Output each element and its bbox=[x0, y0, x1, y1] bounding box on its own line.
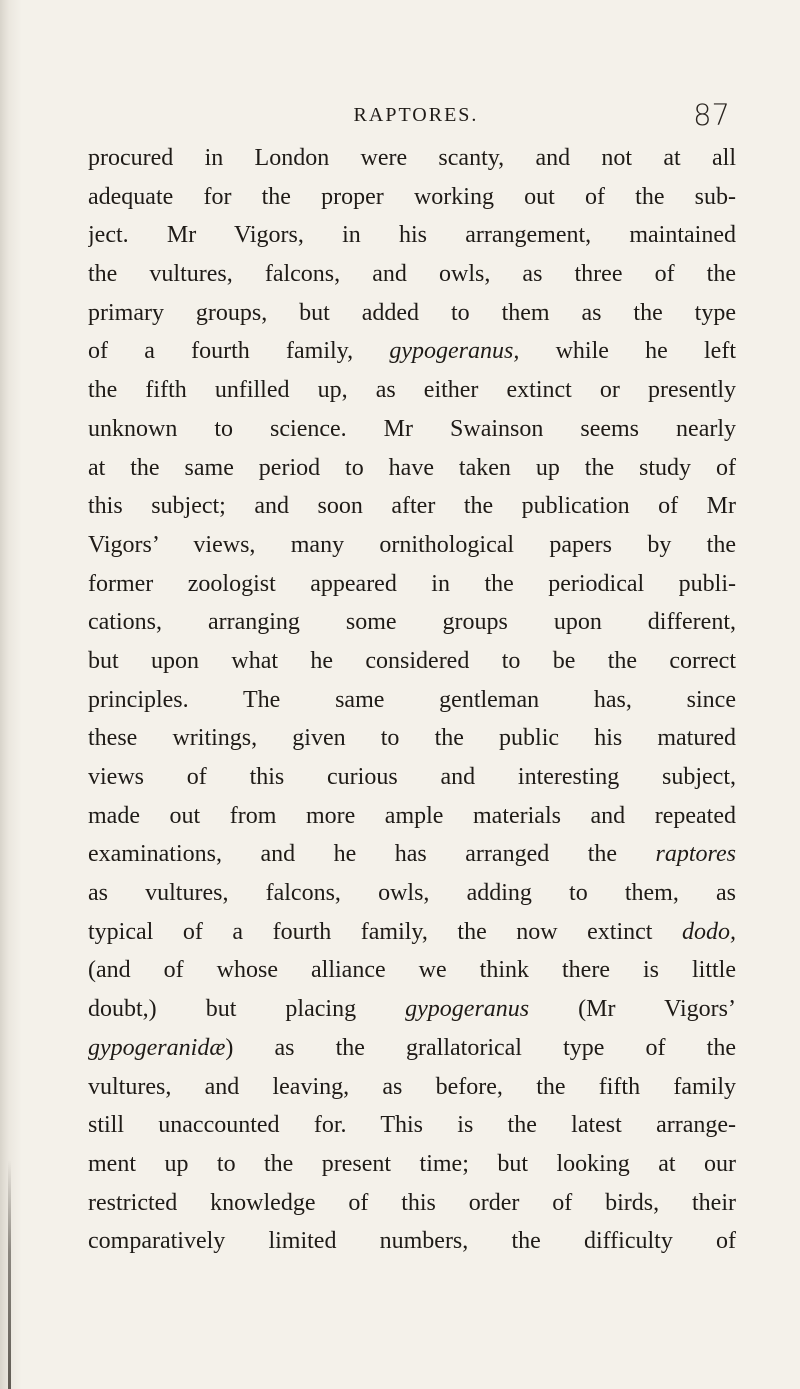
italic-term: gypogeranus bbox=[405, 996, 530, 1023]
text-line bbox=[88, 913, 736, 952]
text-segment: while he left bbox=[519, 338, 736, 365]
text-line bbox=[88, 681, 736, 720]
text-segment: examinations, and he has arranged the bbox=[88, 841, 656, 868]
text-segment: of a fourth family, bbox=[88, 338, 390, 365]
text-segment: cations, arranging some groups upon different, bbox=[88, 609, 736, 636]
text-segment: views of this curious and interesting subject, bbox=[88, 764, 736, 790]
text-line bbox=[88, 951, 736, 990]
text-line bbox=[88, 216, 736, 255]
text-segment: primary groups, but added to them as the type bbox=[88, 299, 736, 326]
text-line bbox=[88, 1222, 736, 1261]
text-segment: but upon what he considered to be the correct bbox=[88, 647, 736, 674]
text-segment: unknown to science. Mr Swainson seems nearly bbox=[88, 415, 736, 442]
text-segment: this subject; and soon after the publication of Mr bbox=[88, 493, 736, 520]
text-segment: (Mr Vigors’ bbox=[529, 996, 736, 1023]
text-segment: doubt,) but placing bbox=[88, 996, 406, 1023]
running-head bbox=[88, 98, 730, 138]
text-segment: the vultures, falcons, and owls, as three of the bbox=[88, 261, 736, 288]
text-segment: restricted knowledge of this order of birds, their bbox=[88, 1189, 736, 1216]
text-line bbox=[88, 835, 736, 874]
text-line bbox=[88, 642, 736, 681]
text-line bbox=[88, 487, 736, 526]
text-segment: (and of whose alliance we think there is little bbox=[88, 957, 736, 984]
text-line bbox=[88, 255, 736, 294]
text-line bbox=[88, 449, 736, 488]
text-segment: adequate for the proper working out of the sub- bbox=[88, 183, 736, 210]
body-text bbox=[88, 139, 736, 1261]
italic-term: raptores bbox=[655, 841, 736, 868]
text-line bbox=[88, 990, 736, 1029]
text-line bbox=[88, 139, 736, 178]
text-line bbox=[88, 1184, 736, 1223]
running-title: RAPTORES. bbox=[353, 104, 479, 126]
text-line bbox=[88, 797, 736, 836]
page-number: 87 bbox=[693, 98, 730, 132]
italic-term: gypogeranidæ bbox=[88, 1034, 226, 1061]
text-segment: at the same period to have taken up the study of bbox=[88, 454, 736, 481]
text-line bbox=[88, 526, 736, 565]
text-segment: typical of a fourth family, the now extinct bbox=[88, 918, 682, 945]
text-segment: vultures, and leaving, as before, the fifth family bbox=[88, 1073, 736, 1100]
text-line bbox=[88, 1029, 736, 1068]
text-line bbox=[88, 178, 736, 217]
text-segment: ject. Mr Vigors, in his arrangement, maintained bbox=[88, 222, 736, 249]
italic-term: dodo, bbox=[682, 918, 736, 945]
text-line bbox=[88, 332, 736, 371]
text-segment: made out from more ample materials and repeated bbox=[88, 802, 736, 829]
text-segment: comparatively limited numbers, the difficulty of bbox=[88, 1228, 736, 1255]
text-segment: these writings, given to the public his matured bbox=[88, 725, 736, 752]
text-line bbox=[88, 294, 736, 333]
text-line bbox=[88, 1068, 736, 1107]
text-segment: principles. The same gentleman has, since bbox=[88, 686, 736, 713]
text-segment: Vigors’ views, many ornithological papers by the bbox=[88, 531, 736, 558]
text-line bbox=[88, 719, 736, 758]
text-line bbox=[88, 371, 736, 410]
text-segment: ) as the grallatorical type of the bbox=[225, 1034, 736, 1061]
text-line bbox=[88, 603, 736, 642]
text-segment: ment up to the present time; but looking at our bbox=[88, 1150, 736, 1177]
text-line bbox=[88, 410, 736, 449]
text-line bbox=[88, 565, 736, 604]
text-line bbox=[88, 1145, 736, 1184]
italic-term: gypogeranus, bbox=[389, 338, 520, 365]
text-segment: still unaccounted for. This is the latest arrange- bbox=[88, 1112, 736, 1139]
text-segment: the fifth unfilled up, as either extinct or presently bbox=[88, 377, 736, 404]
text-line bbox=[88, 874, 736, 913]
text-segment: former zoologist appeared in the periodical publi- bbox=[88, 570, 736, 597]
text-segment: as vultures, falcons, owls, adding to them, as bbox=[88, 880, 736, 907]
text-line bbox=[88, 758, 736, 797]
text-line bbox=[88, 1106, 736, 1145]
text-segment: procured in London were scanty, and not at all bbox=[88, 145, 736, 171]
